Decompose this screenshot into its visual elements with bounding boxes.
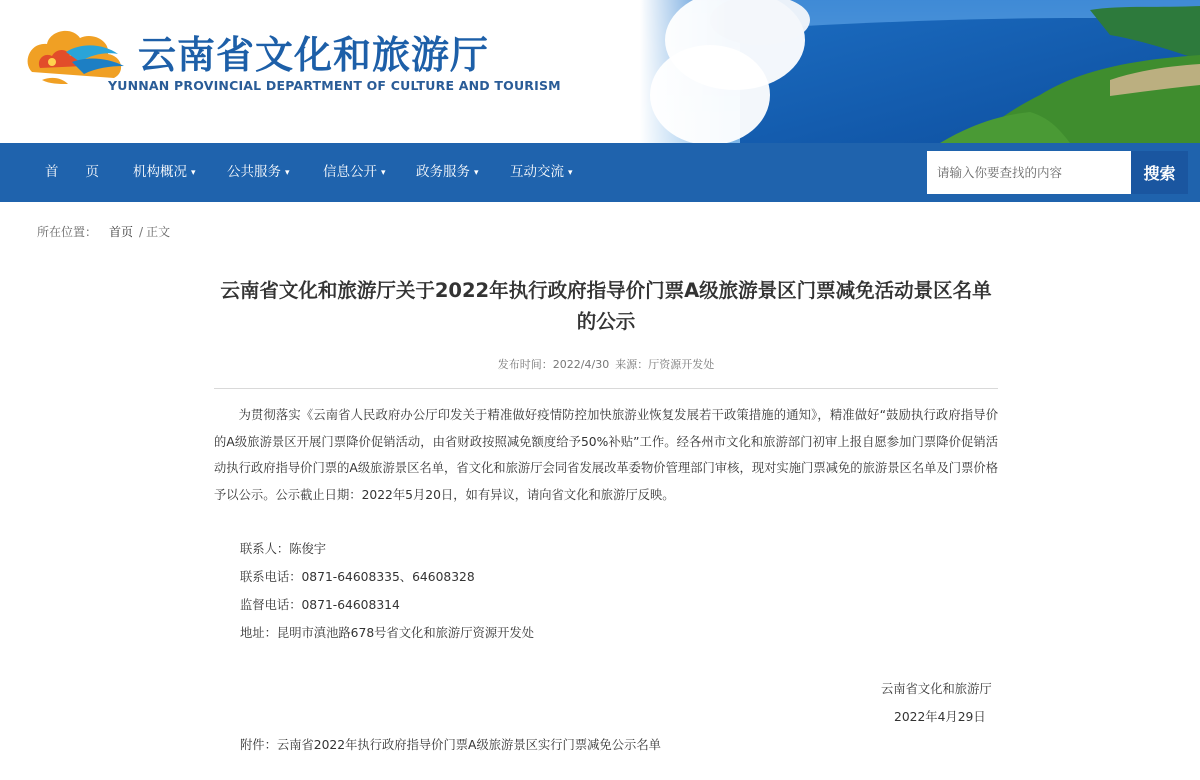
publish-date: 2022/4/30 [552,358,610,371]
chevron-down-icon: ▾ [381,168,386,178]
nav-item-label: 机构概况 [133,164,187,180]
chevron-down-icon: ▾ [285,168,290,178]
contact-address: 地址：昆明市滇池路678号省文化和旅游厅资源开发处 [240,626,535,640]
site-title-en: YUNNAN PROVINCIAL DEPARTMENT OF CULTURE AND TOURISM [108,78,561,93]
signature-date: 2022年4月29日 [894,710,986,724]
publish-date-label: 发布时间： [497,358,553,371]
title-divider [214,388,998,389]
chevron-down-icon: ▾ [191,168,196,178]
breadcrumb-prefix: 所在位置： [37,225,98,239]
search-input[interactable] [927,151,1131,194]
search-button[interactable]: 搜索 [1131,151,1188,194]
article-paragraph: 为贯彻落实《云南省人民政府办公厅印发关于精准做好疫情防控加快旅游业恢复发展若干政策措施的通知》，精准做好“鼓励执行政府指导价的A级旅游景区开展门票降价促销活动，由省财政按照减免额度给予50%补贴”工作。经各州市文化和旅游部门初审上报自愿参加门票降价促销活动执行政府指导价门票的A级旅游景区名单，省文化和旅游厅会同省发展改革委物价管理部门审核，现对实施门票减免的旅游景区名单及门票价格予以公示。公示截止日期：2022年5月20日，如有异议，请向省文化和旅游厅反映。 [214,408,998,502]
nav-item-institution[interactable] [133,143,196,202]
breadcrumb [37,223,170,240]
nav-item-label: 首 页 [45,164,99,180]
source-name: 厅资源开发处 [648,358,715,371]
site-header [0,0,1200,143]
nav-item-label: 互动交流 [510,164,564,180]
nav-item-public-service[interactable] [227,143,290,202]
breadcrumb-separator: / [139,225,144,239]
nav-item-home[interactable] [45,143,99,202]
lake-landscape-banner [640,0,1200,143]
site-title-cn: 云南省文化和旅游厅 [138,33,490,77]
signature-organization: 云南省文化和旅游厅 [881,682,992,696]
attachment-link[interactable]: 附件：云南省2022年执行政府指导价门票A级旅游景区实行门票减免公示名单 [240,738,661,752]
chevron-down-icon: ▾ [474,168,479,178]
chevron-down-icon: ▾ [568,168,573,178]
contact-phone: 联系电话：0871-64608335、64608328 [240,570,475,584]
source-label: 来源： [615,358,649,371]
contact-person: 联系人：陈俊宇 [240,542,327,556]
nav-item-label: 公共服务 [227,164,281,180]
nav-item-interaction[interactable] [510,143,573,202]
nav-item-gov-service[interactable] [416,143,479,202]
article-title: 云南省文化和旅游厅关于2022年执行政府指导价门票A级旅游景区门票减免活动景区名单的公示 [220,279,992,333]
breadcrumb-home-link[interactable]: 首页 [109,225,134,239]
supervise-phone: 监督电话：0871-64608314 [240,598,400,612]
breadcrumb-current: 正文 [146,225,171,239]
nav-item-label: 政务服务 [416,164,470,180]
article-meta [214,356,998,372]
nav-item-info-disclosure[interactable] [323,143,386,202]
nav-item-label: 信息公开 [323,164,377,180]
